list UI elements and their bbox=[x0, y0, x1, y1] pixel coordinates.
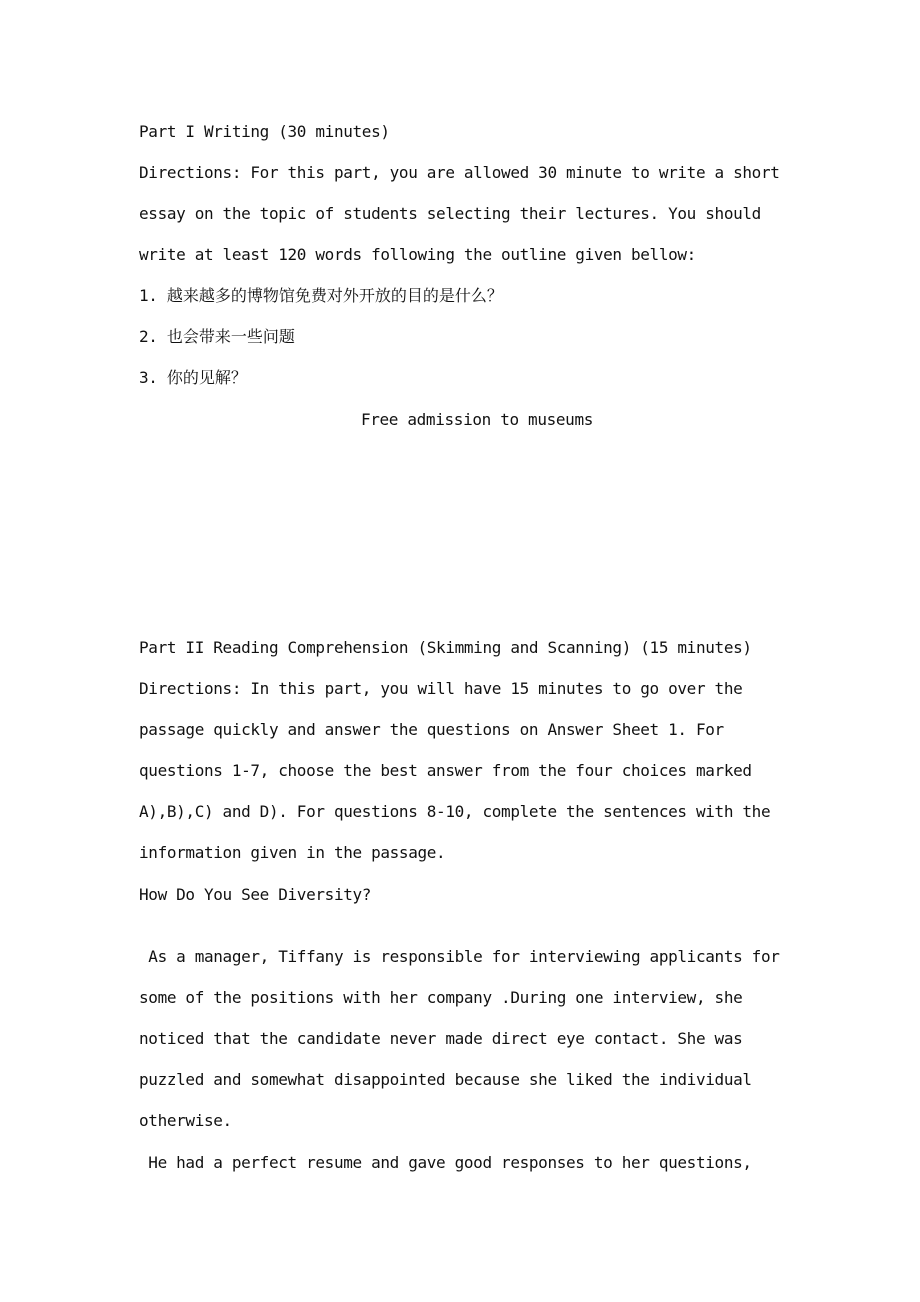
part1-heading: Part I Writing (30 minutes) bbox=[139, 122, 390, 141]
part2-directions-line: A),B),C) and D). For questions 8-10, complete the sentences with the bbox=[139, 802, 771, 821]
outline-number: 2. bbox=[139, 327, 158, 346]
part2-directions-line: Directions: In this part, you will have 15 minutes to go over the bbox=[139, 679, 743, 698]
part1-directions-line: essay on the topic of students selecting their lectures. You should bbox=[139, 204, 761, 223]
outline-text: 也会带来一些问题 bbox=[166, 327, 295, 346]
part2-heading: Part II Reading Comprehension (Skimming and Scanning) (15 minutes) bbox=[139, 638, 752, 657]
paragraph-line: some of the positions with her company .During one interview, she bbox=[139, 988, 743, 1007]
essay-title: Free admission to museums bbox=[360, 410, 594, 429]
part2-directions-line: information given in the passage. bbox=[139, 843, 446, 862]
part2-directions-line: passage quickly and answer the questions on Answer Sheet 1. For bbox=[139, 720, 724, 739]
outline-item bbox=[139, 326, 295, 348]
paragraph-line: otherwise. bbox=[139, 1111, 232, 1130]
outline-item bbox=[139, 367, 247, 389]
part1-directions-line: Directions: For this part, you are allowed 30 minute to write a short bbox=[139, 163, 780, 182]
passage-title: How Do You See Diversity? bbox=[139, 885, 372, 904]
part1-directions-line: write at least 120 words following the outline given bellow: bbox=[139, 245, 696, 264]
paragraph-line: He had a perfect resume and gave good responses to her questions, bbox=[139, 1153, 752, 1172]
outline-text: 越来越多的博物馆免费对外开放的目的是什么？ bbox=[166, 286, 503, 305]
outline-number: 1. bbox=[139, 286, 158, 305]
outline-text: 你的见解？ bbox=[166, 368, 247, 387]
paragraph-line: puzzled and somewhat disappointed because she liked the individual bbox=[139, 1070, 752, 1089]
paragraph-line: As a manager, Tiffany is responsible for interviewing applicants for bbox=[139, 947, 780, 966]
paragraph-line: noticed that the candidate never made direct eye contact. She was bbox=[139, 1029, 743, 1048]
part2-directions-line: questions 1-7, choose the best answer from the four choices marked bbox=[139, 761, 752, 780]
outline-item bbox=[139, 285, 503, 307]
outline-number: 3. bbox=[139, 368, 158, 387]
